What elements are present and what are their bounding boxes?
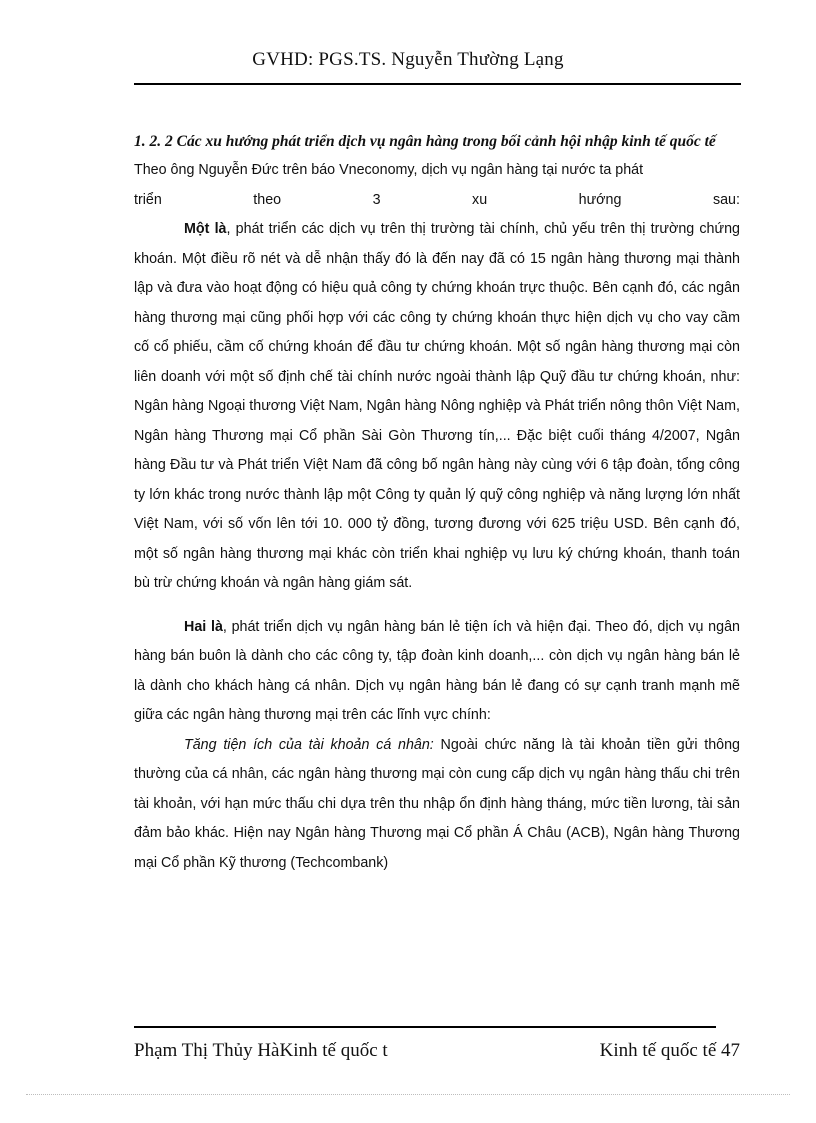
intro-word: triển bbox=[134, 191, 162, 208]
paragraph-hai-la bbox=[134, 613, 740, 731]
footer-author: Phạm Thị Thủy HàKinh tế quốc t bbox=[134, 1040, 388, 1061]
footer-divider bbox=[134, 1026, 716, 1028]
paragraph-text: Ngoài chức năng là tài khoản tiền gửi thông thường của cá nhân, các ngân hàng thương mại còn cung cấp dịch vụ ngân hàng thấu chi trên tài khoản, với hạn mức thấu chi dựa trên thu nhập ổn định hàng tháng, mức tiền lương, tài sản đảm bảo khác. Hiện nay Ngân hàng Thương mại Cổ phần Á Châu (ACB), Ngân hàng Thương mại Cổ phần Kỹ thương (Techcombank) bbox=[134, 736, 741, 871]
header-divider bbox=[134, 83, 741, 85]
intro-line: Theo ông Nguyễn Đức trên báo Vneconomy, dịch vụ ngân hàng tại nước ta phát bbox=[134, 162, 644, 178]
intro-word: sau: bbox=[712, 191, 740, 208]
intro-word: xu bbox=[472, 191, 488, 208]
document-body bbox=[134, 128, 740, 878]
paragraph-lead: Tăng tiện ích của tài khoản cá nhân: bbox=[184, 736, 434, 753]
intro-line-continuation bbox=[134, 186, 740, 216]
page-header-title: GVHD: PGS.TS. Nguyễn Thường Lạng bbox=[252, 49, 564, 70]
section-heading: 1. 2. 2 Các xu hướng phát triển dịch vụ ngân hàng trong bối cảnh hội nhập kinh tế quốc tế bbox=[134, 133, 716, 150]
intro-word: theo bbox=[253, 191, 282, 208]
paragraph-text: , phát triển các dịch vụ trên thị trường tài chính, chủ yếu trên thị trường chứng khoán. Một điều rõ nét và dễ nhận thấy đó là đến nay đã có 15 ngân hàng thương mại thành lập và đưa vào hoạt động có hiệu quả công ty chứng khoán trực thuộc. Bên cạnh đó, các ngân hàng thương mại cũng phối hợp với các công ty chứng khoán thực hiện dịch vụ cho vay cầm cố cổ phiếu, cầm cố chứng khoán để đầu tư chứng khoán. Một số ngân hàng thương mại còn liên doanh với một số định chế tài chính nước ngoài thành lập Quỹ đầu tư chứng khoán, như: Ngân hàng Ngoại thương Việt Nam, Ngân hàng Nông nghiệp và Phát triển nông thôn Việt Nam, Ngân hàng Thương mại Cổ phần Sài Gòn Thương tín,... Đặc biệt cuối tháng 4/2007, Ngân hàng Đầu tư và Phát triển Việt Nam đã công bố ngân hàng này cùng với 6 tập đoàn, tổng công ty lớn khác trong nước thành lập một Công ty quản lý quỹ công nghiệp và năng lượng lớn nhất Việt Nam, với số vốn lên tới 10. 000 tỷ đồng, tương đương với 625 triệu USD. Bên cạnh đó, một số ngân hàng thương mại khác còn triển khai nghiệp vụ lưu ký chứng khoán, thanh toán bù trừ chứng khoán và ngân hàng giám sát. bbox=[134, 221, 740, 591]
paragraph-lead: Một là bbox=[184, 221, 227, 237]
footer-page-number: Kinh tế quốc tế 47 bbox=[599, 1040, 740, 1061]
page-bottom-border bbox=[26, 1094, 790, 1095]
intro-word: 3 bbox=[372, 191, 381, 208]
paragraph-text: , phát triển dịch vụ ngân hàng bán lẻ tiện ích và hiện đại. Theo đó, dịch vụ ngân hàng bán buôn là dành cho các công ty, tập đoàn kinh doanh,... còn dịch vụ ngân hàng bán lẻ là dành cho khách hàng cá nhân. Dịch vụ ngân hàng bán lẻ đang có sự cạnh tranh mạnh mẽ giữa các ngân hàng thương mại trên các lĩnh vực chính: bbox=[134, 618, 740, 723]
paragraph-tai-khoan-ca-nhan bbox=[134, 731, 740, 879]
intro-word: hướng bbox=[578, 191, 622, 208]
paragraph-mot-la bbox=[134, 215, 740, 599]
paragraph-lead: Hai là bbox=[184, 618, 223, 635]
